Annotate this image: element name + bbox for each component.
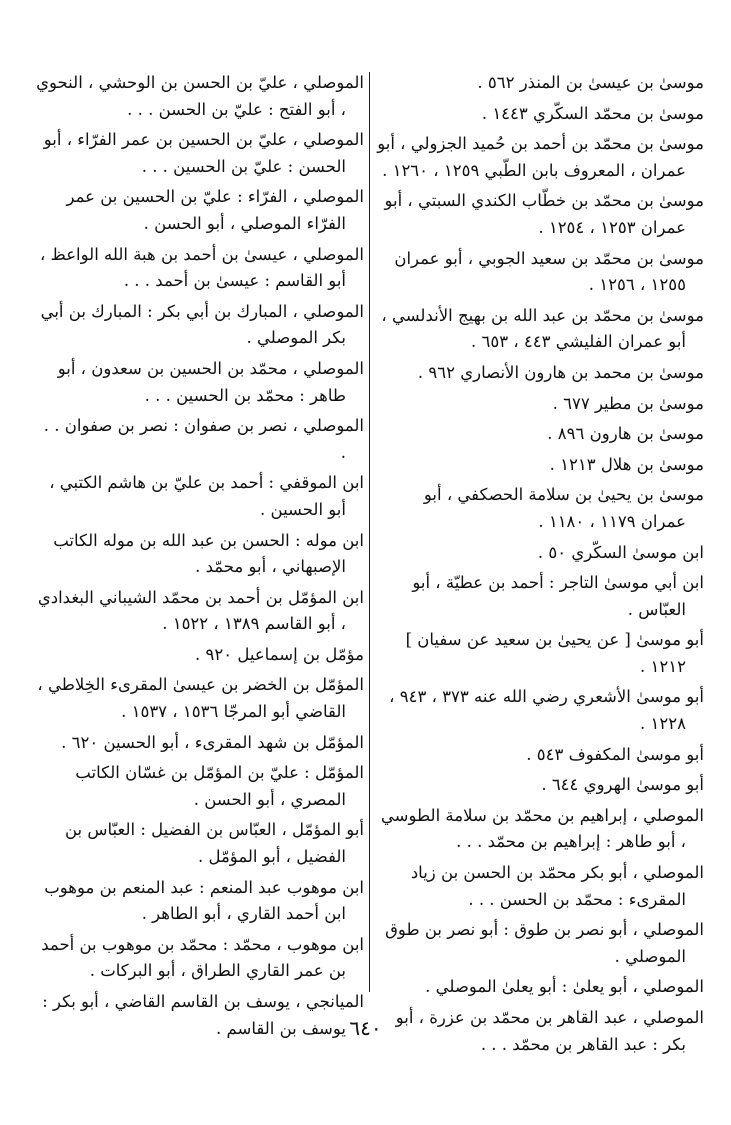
index-entry: موسىٰ بن محمّد بن أحمد بن حُميد الجزولي ، أبو عمران ، المعروف بابن الطّبي ١٢٥٩ ، ١٢٦٠ .: [377, 134, 704, 180]
index-entry: الموصلي ، عيسىٰ بن أحمد بن هبة الله الواعظ ، أبو القاسم : عيسىٰ بن أحمد . . .: [39, 244, 364, 291]
index-entry: الموصلي ، عليّ بن الحسن بن الوحشي ، النحوي ، أبو الفتح : عليّ بن الحسن . . .: [36, 73, 364, 119]
index-entry: الموصلي ، عليّ بن الحسين بن عمر الفرّاء ، أبو الحسن : عليّ بن الحسين . . .: [43, 130, 364, 176]
index-entry: المؤمّل : عليّ بن المؤمّل بن غسّان الكاتب المصري ، أبو الحسن .: [75, 763, 364, 809]
index-entry: موسىٰ بن محمد بن هارون الأنصاري ٩٦٢ .: [417, 362, 704, 382]
index-entry: المؤمّل بن الخضر بن عيسىٰ المقرىء الخِلاطي ، القاضي أبو المرجّا ١٥٣٦ ، ١٥٣٧ .: [37, 675, 364, 722]
index-entry: ابن موهوب عبد المنعم : عبد المنعم بن موهوب ابن أحمد القاري ، أبو الطاهر .: [44, 877, 364, 924]
index-entry: الموصلي ، المبارك بن أبي بكر : المبارك بن أبي بكر الموصلي .: [40, 301, 364, 348]
index-entry: أبو المؤمّل ، العبّاس بن الفضيل : العبّاس بن الفضيل ، أبو المؤمّل .: [64, 820, 364, 867]
index-entry: موسىٰ بن عيسىٰ بن المنذر ٥٦٢ .: [477, 73, 704, 92]
index-entry: الميانجي ، يوسف بن القاسم القاضي ، أبو بكر : يوسف بن القاسم .: [42, 992, 364, 1038]
index-column-right: [374, 70, 704, 1062]
index-entry: الموصلي ، أبو يعلىٰ : أبو يعلىٰ الموصلي .: [425, 977, 704, 997]
index-entry: أبو موسىٰ المكفوف ٥٤٣ .: [526, 744, 704, 764]
index-entry: ابن موهوب ، محمّد : محمّد بن موهوب بن أحمد بن عمر القاري الطراق ، أبو البركات .: [41, 934, 364, 981]
column-divider: [369, 72, 370, 992]
index-entry: مؤمّل بن إسماعيل ٩٢٠ .: [195, 644, 364, 664]
index-entry: موسىٰ بن هارون ٨٩٦ .: [547, 424, 704, 444]
index-entry: موسىٰ بن مطير ٦٧٧ .: [552, 393, 704, 413]
index-entry: الموصلي ، الفرّاء : عليّ بن الحسين بن عمر الفرّاء الموصلي ، أبو الحسن .: [66, 187, 364, 233]
index-entry: المؤمّل بن شهد المقرىء ، أبو الحسين ٦٢٠ .: [61, 732, 364, 752]
index-entry: الموصلي ، عبد القاهر بن محمّد بن عزرة ، أبو بكر : عبد القاهر بن محمّد . . .: [395, 1008, 704, 1054]
index-entry: الموصلي ، أبو نصر بن طوق : أبو نصر بن طوق الموصلي .: [385, 920, 704, 966]
index-entry: موسىٰ بن محمّد بن خطّاب الكندي السبتي ، أبو عمران ١٢٥٣ ، ١٢٥٤ .: [384, 191, 704, 237]
index-entry: أبو موسىٰ [ عن يحيىٰ بن سعيد عن سفيان ] ١٢١٢ .: [405, 630, 704, 676]
index-entry: موسىٰ بن محمّد بن عبد الله بن بهيج الأندلسي ، أبو عمران الفليشي ٤٤٣ ، ٦٥٣ .: [381, 305, 704, 352]
index-entry: ابن الموقفي : أحمد بن عليّ بن هاشم الكتبي ، أبو الحسين .: [49, 473, 364, 519]
index-column-left: [36, 70, 364, 1046]
index-entry: ابن موسىٰ السكّري ٥٠ .: [537, 542, 704, 562]
index-entry: الموصلي ، نصر بن صفوان : نصر بن صفوان . . .: [43, 416, 364, 462]
index-entry: موسىٰ بن يحيىٰ بن سلامة الحصكفي ، أبو عمران ١١٧٩ ، ١١٨٠ .: [423, 485, 704, 531]
index-entry: الموصلي ، إبراهيم بن محمّد بن سلامة الطوسي ، أبو طاهر : إبراهيم بن محمّد . . .: [380, 805, 704, 852]
index-entry: ابن أبي موسىٰ التاجر : أحمد بن عطيّة ، أبو العبّاس .: [412, 573, 704, 619]
index-entry: موسىٰ بن محمّد السكّري ١٤٤٣ .: [481, 103, 704, 123]
index-entry: ابن المؤمّل بن أحمد بن محمّد الشيباني البغدادي ، أبو القاسم ١٣٨٩ ، ١٥٢٢ .: [37, 587, 364, 634]
index-entry: الموصلي ، محمّد بن الحسين بن سعدون ، أبو طاهر : محمّد بن الحسين . . .: [57, 358, 364, 405]
index-entry: موسىٰ بن هلال ١٢١٣ .: [549, 454, 704, 474]
index-entry: ابن موله : الحسن بن عبد الله بن موله الكاتب الإصبهاني ، أبو محمّد .: [53, 530, 364, 577]
index-entry: أبو موسىٰ الأشعري رضي الله عنه ٣٧٣ ، ٩٤٣ ، ١٢٢٨ .: [389, 687, 704, 734]
index-entry: أبو موسىٰ الهروي ٦٤٤ .: [541, 775, 704, 795]
page-number: ٦٤٠: [349, 1016, 382, 1040]
index-entry: موسىٰ بن محمّد بن سعيد الجوبي ، أبو عمران ١٢٥٥ ، ١٢٥٦ .: [394, 248, 704, 295]
index-entry: الموصلي ، أبو بكر محمّد بن الحسن بن زياد المقرىء : محمّد بن الحسن . . .: [410, 863, 704, 909]
